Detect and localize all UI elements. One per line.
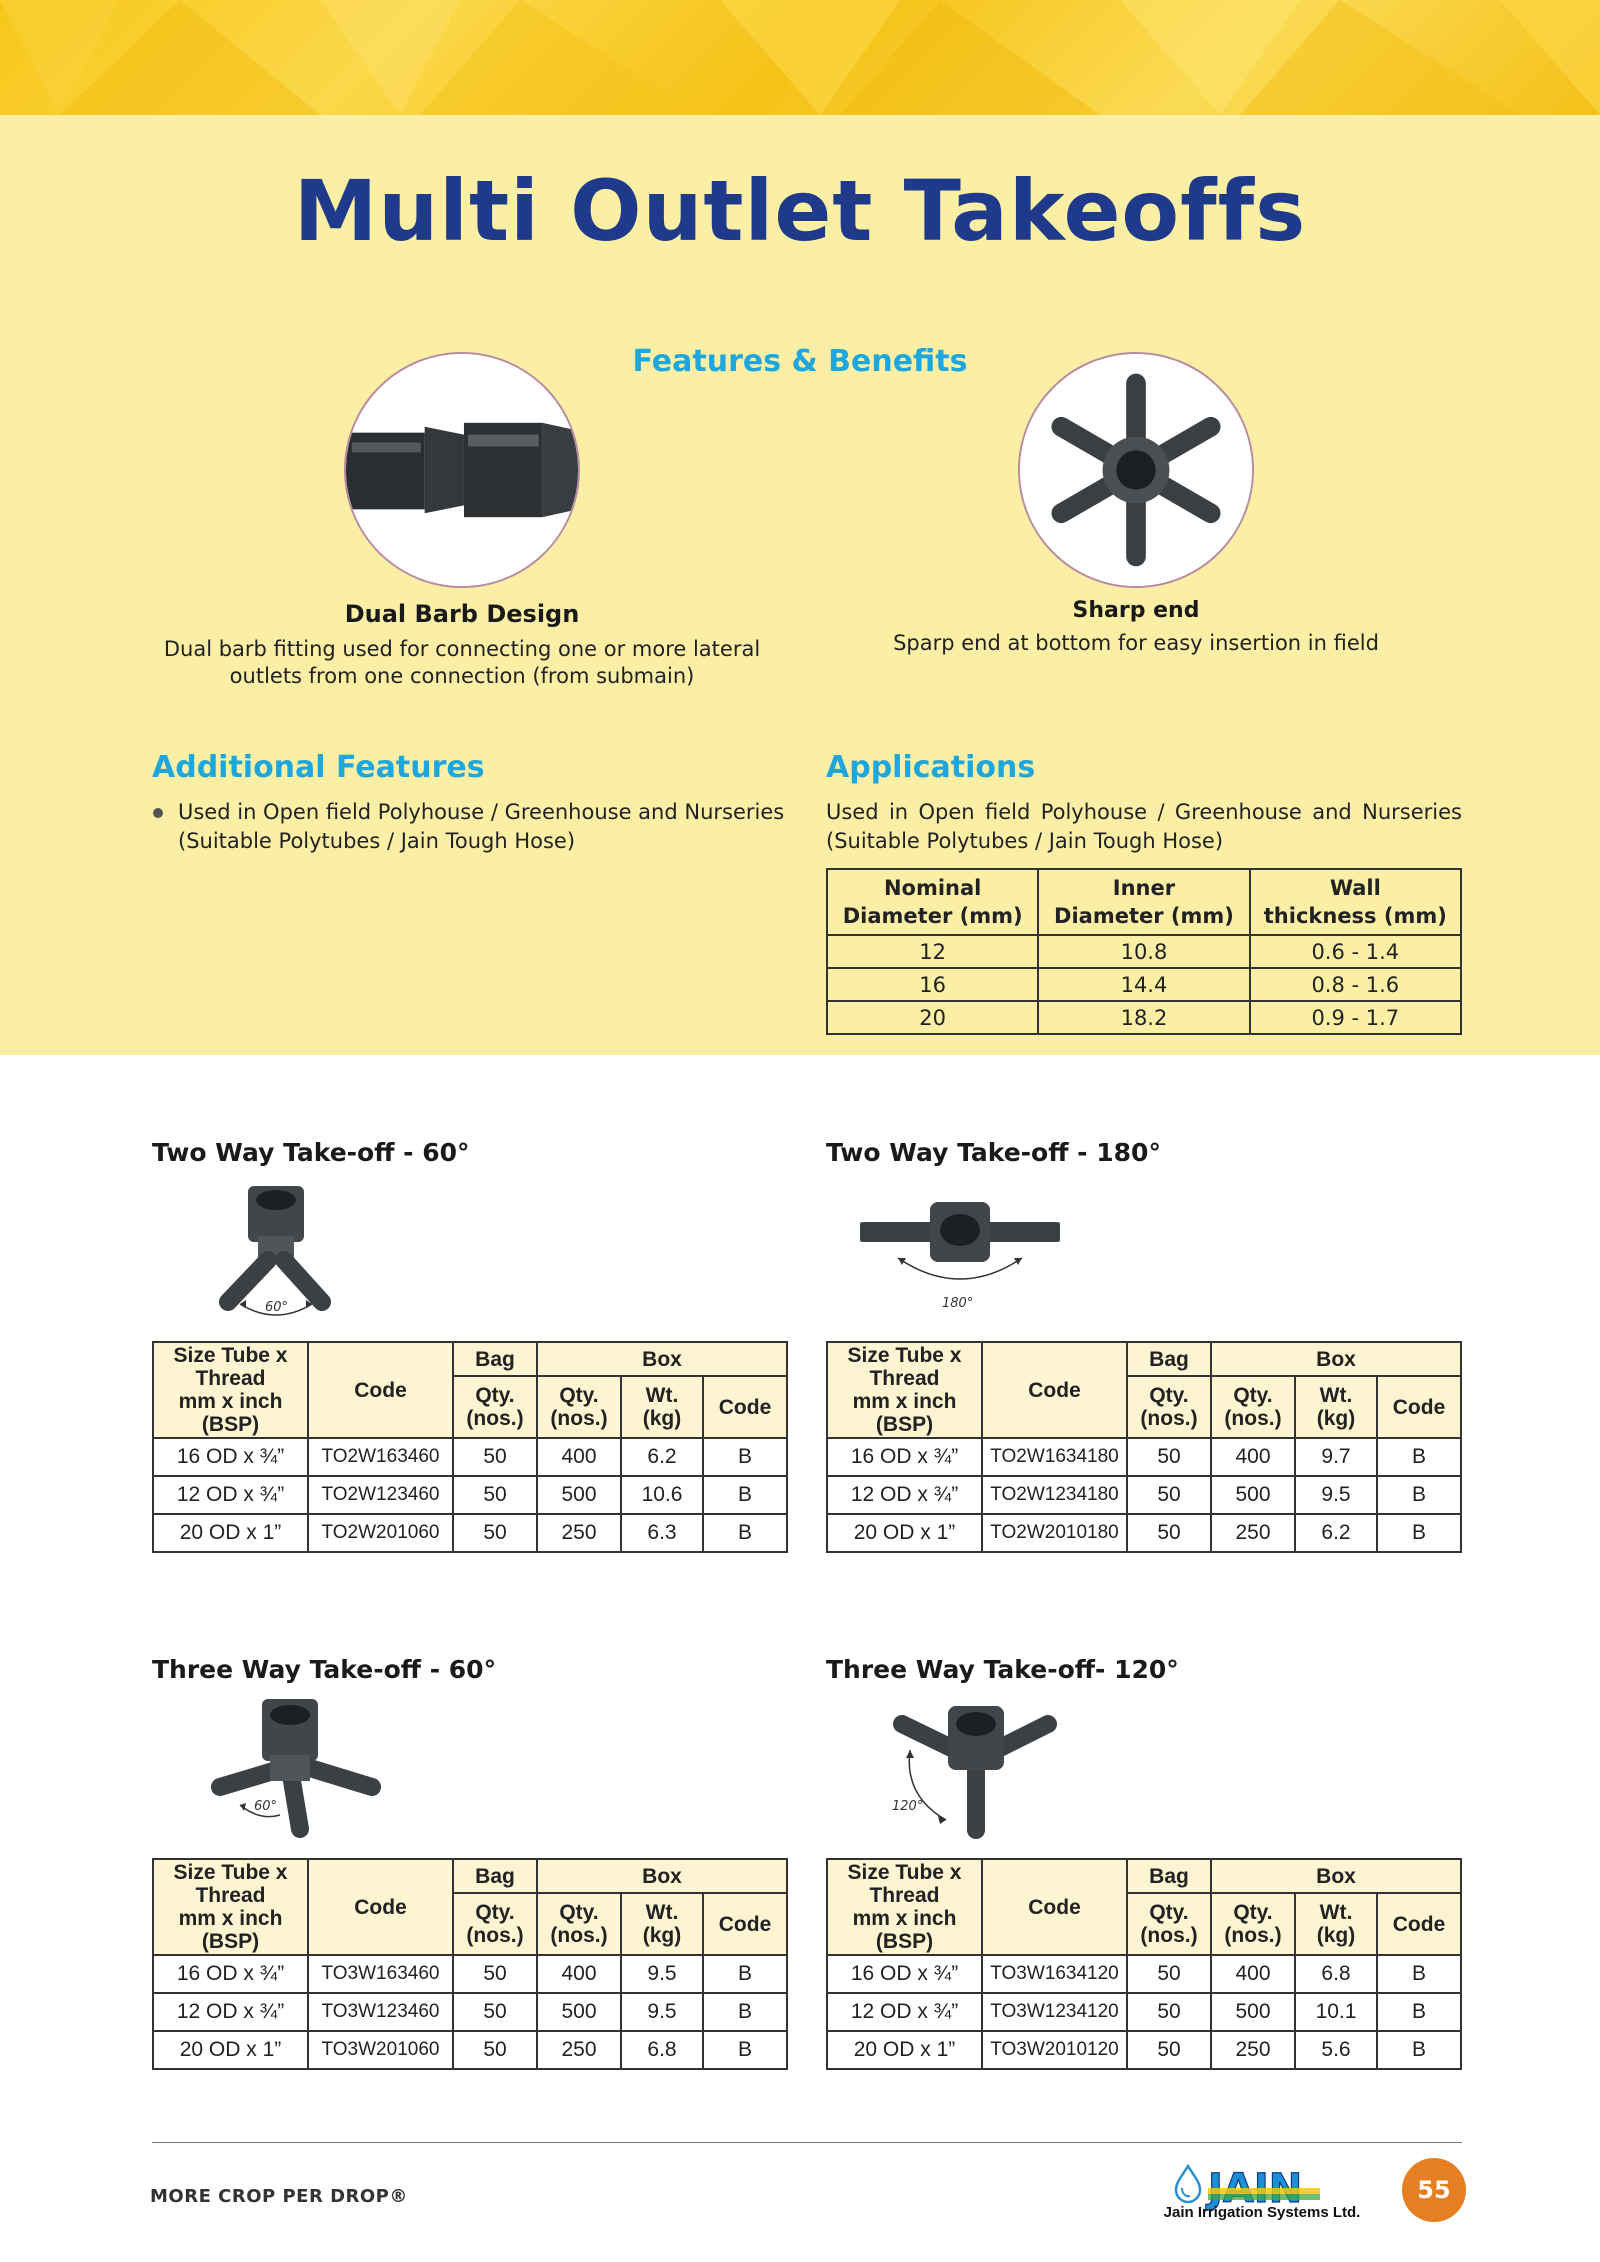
table-cell: 500 [537, 1476, 621, 1514]
table-cell: 14.4 [1038, 968, 1249, 1001]
table-row [153, 1514, 787, 1552]
table-cell: B [703, 2031, 787, 2069]
header-size: Size Tube x Thread mm x inch (BSP) [153, 1859, 308, 1955]
table-cell: 400 [1211, 1438, 1295, 1476]
table-cell: 16 OD x ¾” [827, 1955, 982, 1993]
table-row [827, 1476, 1461, 1514]
table-header-row [153, 1859, 787, 1893]
feature-desc-sharp-end: Sparp end at bottom for easy insertion in field [893, 631, 1379, 655]
table-header-row [827, 1342, 1461, 1376]
table-row [153, 2031, 787, 2069]
table-cell: TO2W163460 [308, 1438, 453, 1476]
table-cell: 9.7 [1295, 1438, 1377, 1476]
header-box-wt: Wt. (kg) [1295, 1893, 1377, 1955]
table-cell: 9.5 [621, 1955, 703, 1993]
table-cell: 50 [1127, 1993, 1211, 2031]
header-box-qty: Qty. (nos.) [1211, 1893, 1295, 1955]
header-size: Size Tube x Thread mm x inch (BSP) [827, 1859, 982, 1955]
banner-pattern [0, 0, 1600, 115]
svg-text:120°: 120° [892, 1799, 924, 1814]
header-box-code: Code [703, 1893, 787, 1955]
header-bag-qty: Qty. (nos.) [1127, 1893, 1211, 1955]
table-cell: 500 [537, 1993, 621, 2031]
table-cell: 50 [453, 1438, 537, 1476]
product-table-two-way-180 [826, 1341, 1462, 1553]
table-cell: B [703, 1514, 787, 1552]
table-cell: 50 [1127, 2031, 1211, 2069]
table-cell: 6.2 [1295, 1514, 1377, 1552]
header-box: Box [1211, 1342, 1461, 1376]
feature-desc-dual-barb: Dual barb fitting used for connecting one or more lateral outlets from one connection (from submain) [163, 637, 761, 688]
header-bag-qty: Qty. (nos.) [1127, 1376, 1211, 1438]
header-box-code: Code [1377, 1376, 1461, 1438]
product-table-three-way-60 [152, 1858, 788, 2070]
header-box: Box [1211, 1859, 1461, 1893]
table-cell: 6.3 [621, 1514, 703, 1552]
header-box-wt: Wt. (kg) [621, 1376, 703, 1438]
page-title: Multi Outlet Takeoffs [293, 162, 1307, 260]
table-row [153, 1476, 787, 1514]
header-box-qty: Qty. (nos.) [537, 1893, 621, 1955]
table-cell: 12 OD x ¾” [827, 1476, 982, 1514]
product-table-two-way-60 [152, 1341, 788, 1553]
header-size: Size Tube x Thread mm x inch (BSP) [153, 1342, 308, 1438]
table-cell: TO3W123460 [308, 1993, 453, 2031]
table-cell: 500 [1211, 1993, 1295, 2031]
three-way-60-image [210, 1695, 390, 1840]
two-way-60-image [200, 1180, 350, 1320]
product-title-two-way-60: Two Way Take-off - 60° [152, 1138, 470, 1167]
product-title-three-way-120: Three Way Take-off- 120° [826, 1655, 1179, 1684]
table-cell: B [703, 1438, 787, 1476]
dual-barb-image [344, 352, 580, 588]
table-cell: 6.8 [621, 2031, 703, 2069]
table-cell: 400 [537, 1438, 621, 1476]
additional-features-heading: Additional Features [152, 750, 485, 785]
table-cell: 6.2 [621, 1438, 703, 1476]
table-row [153, 1438, 787, 1476]
table-header-row [827, 1859, 1461, 1893]
bullet-dot [153, 808, 163, 818]
header-box: Box [537, 1859, 787, 1893]
table-cell: 12 OD x ¾” [827, 1993, 982, 2031]
product-title-three-way-60: Three Way Take-off - 60° [152, 1655, 497, 1684]
table-row [827, 1001, 1461, 1034]
header-bag-qty: Qty. (nos.) [453, 1893, 537, 1955]
footer-divider [152, 2142, 1462, 2143]
table-cell: 250 [1211, 2031, 1295, 2069]
table-header-row [153, 1342, 787, 1376]
table-cell: 10.8 [1038, 935, 1249, 968]
table-cell: 50 [453, 1993, 537, 2031]
table-cell: 0.8 - 1.6 [1250, 968, 1461, 1001]
two-way-180-image [860, 1190, 1060, 1310]
table-cell: TO2W1634180 [982, 1438, 1127, 1476]
header-bag: Bag [1127, 1342, 1211, 1376]
table-cell: TO2W2010180 [982, 1514, 1127, 1552]
table-cell: 0.6 - 1.4 [1250, 935, 1461, 968]
table-cell: 20 OD x 1” [153, 2031, 308, 2069]
table-cell: 0.9 - 1.7 [1250, 1001, 1461, 1034]
header-box-code: Code [1377, 1893, 1461, 1955]
table-cell: 50 [1127, 1514, 1211, 1552]
table-cell: 50 [1127, 1476, 1211, 1514]
svg-text:180°: 180° [942, 1296, 974, 1310]
table-cell: 9.5 [1295, 1476, 1377, 1514]
table-cell: 50 [1127, 1955, 1211, 1993]
table-cell: B [703, 1476, 787, 1514]
table-cell: 50 [453, 1955, 537, 1993]
header-bag: Bag [453, 1342, 537, 1376]
table-row [827, 1955, 1461, 1993]
svg-text:60°: 60° [254, 1799, 278, 1814]
table-cell: 16 OD x ¾” [827, 1438, 982, 1476]
table-cell: B [1377, 1993, 1461, 2031]
table-row [153, 1993, 787, 2031]
table-cell: 50 [1127, 1438, 1211, 1476]
header-code: Code [308, 1342, 453, 1438]
table-cell: 20 OD x 1” [153, 1514, 308, 1552]
header-bag: Bag [453, 1859, 537, 1893]
table-cell: 5.6 [1295, 2031, 1377, 2069]
table-cell: 400 [1211, 1955, 1295, 1993]
feature-title-sharp-end: Sharp end [1072, 598, 1200, 623]
table-cell: TO3W1634120 [982, 1955, 1127, 1993]
svg-text:60°: 60° [265, 1300, 289, 1315]
table-cell: 12 [827, 935, 1038, 968]
table-cell: B [1377, 2031, 1461, 2069]
applications-heading: Applications [826, 750, 1036, 785]
additional-features-item: Used in Open field Polyhouse / Greenhouse and Nurseries (Suitable Polytubes / Jain Tough Hose) [150, 798, 790, 856]
header-code: Code [982, 1859, 1127, 1955]
table-cell: 20 OD x 1” [827, 2031, 982, 2069]
header-size: Size Tube x Thread mm x inch (BSP) [827, 1342, 982, 1438]
header-nominal-diameter: Nominal Diameter (mm) [827, 869, 1038, 935]
dimensions-table [826, 868, 1462, 1035]
table-cell: B [1377, 1955, 1461, 1993]
table-cell: 16 OD x ¾” [153, 1438, 308, 1476]
table-row [827, 935, 1461, 968]
header-wall-thickness: Wall thickness (mm) [1250, 869, 1461, 935]
table-row [827, 1438, 1461, 1476]
table-cell: 250 [537, 1514, 621, 1552]
table-cell: TO3W163460 [308, 1955, 453, 1993]
product-table-three-way-120 [826, 1858, 1462, 2070]
header-inner-diameter: Inner Diameter (mm) [1038, 869, 1249, 935]
table-cell: 50 [453, 2031, 537, 2069]
table-cell: 20 OD x 1” [827, 1514, 982, 1552]
header-code: Code [982, 1342, 1127, 1438]
table-row [827, 1514, 1461, 1552]
table-cell: 400 [537, 1955, 621, 1993]
header-box-code: Code [703, 1376, 787, 1438]
table-cell: TO2W201060 [308, 1514, 453, 1552]
table-row [827, 2031, 1461, 2069]
header-banner [0, 0, 1600, 115]
table-cell: TO2W123460 [308, 1476, 453, 1514]
table-cell: 12 OD x ¾” [153, 1993, 308, 2031]
header-box: Box [537, 1342, 787, 1376]
table-cell: 16 OD x ¾” [153, 1955, 308, 1993]
features-heading: Features & Benefits [632, 344, 968, 379]
table-cell: TO3W2010120 [982, 2031, 1127, 2069]
table-cell: B [1377, 1514, 1461, 1552]
feature-title-dual-barb: Dual Barb Design [344, 600, 580, 628]
sharp-end-image [1018, 352, 1254, 588]
table-cell: 50 [453, 1476, 537, 1514]
table-cell: B [703, 1955, 787, 1993]
table-cell: 10.6 [621, 1476, 703, 1514]
header-box-qty: Qty. (nos.) [1211, 1376, 1295, 1438]
company-name: Jain Irrigation Systems Ltd. [1163, 2204, 1361, 2221]
header-box-wt: Wt. (kg) [1295, 1376, 1377, 1438]
header-code: Code [308, 1859, 453, 1955]
table-cell: 500 [1211, 1476, 1295, 1514]
table-cell: 12 OD x ¾” [153, 1476, 308, 1514]
table-cell: B [703, 1993, 787, 2031]
applications-text: Used in Open field Polyhouse / Greenhouse and Nurseries (Suitable Polytubes / Jain Tough Hose) [826, 800, 1462, 853]
table-cell: 9.5 [621, 1993, 703, 2031]
table-row [827, 968, 1461, 1001]
table-cell: TO3W201060 [308, 2031, 453, 2069]
table-cell: 16 [827, 968, 1038, 1001]
table-cell: 250 [537, 2031, 621, 2069]
table-cell: 250 [1211, 1514, 1295, 1552]
table-header-row [827, 869, 1461, 935]
table-cell: 20 [827, 1001, 1038, 1034]
table-cell: B [1377, 1438, 1461, 1476]
table-row [827, 1993, 1461, 2031]
footer-tagline: MORE CROP PER DROP® [150, 2186, 408, 2207]
table-cell: TO3W1234120 [982, 1993, 1127, 2031]
header-box-qty: Qty. (nos.) [537, 1376, 621, 1438]
table-row [153, 1955, 787, 1993]
table-cell: 10.1 [1295, 1993, 1377, 2031]
table-cell: 18.2 [1038, 1001, 1249, 1034]
page-number: 55 [1402, 2158, 1466, 2222]
table-cell: 50 [453, 1514, 537, 1552]
three-way-120-image [886, 1700, 1066, 1840]
table-cell: TO2W1234180 [982, 1476, 1127, 1514]
header-bag: Bag [1127, 1859, 1211, 1893]
header-bag-qty: Qty. (nos.) [453, 1376, 537, 1438]
table-cell: 6.8 [1295, 1955, 1377, 1993]
table-cell: B [1377, 1476, 1461, 1514]
header-box-wt: Wt. (kg) [621, 1893, 703, 1955]
product-title-two-way-180: Two Way Take-off - 180° [826, 1138, 1161, 1167]
